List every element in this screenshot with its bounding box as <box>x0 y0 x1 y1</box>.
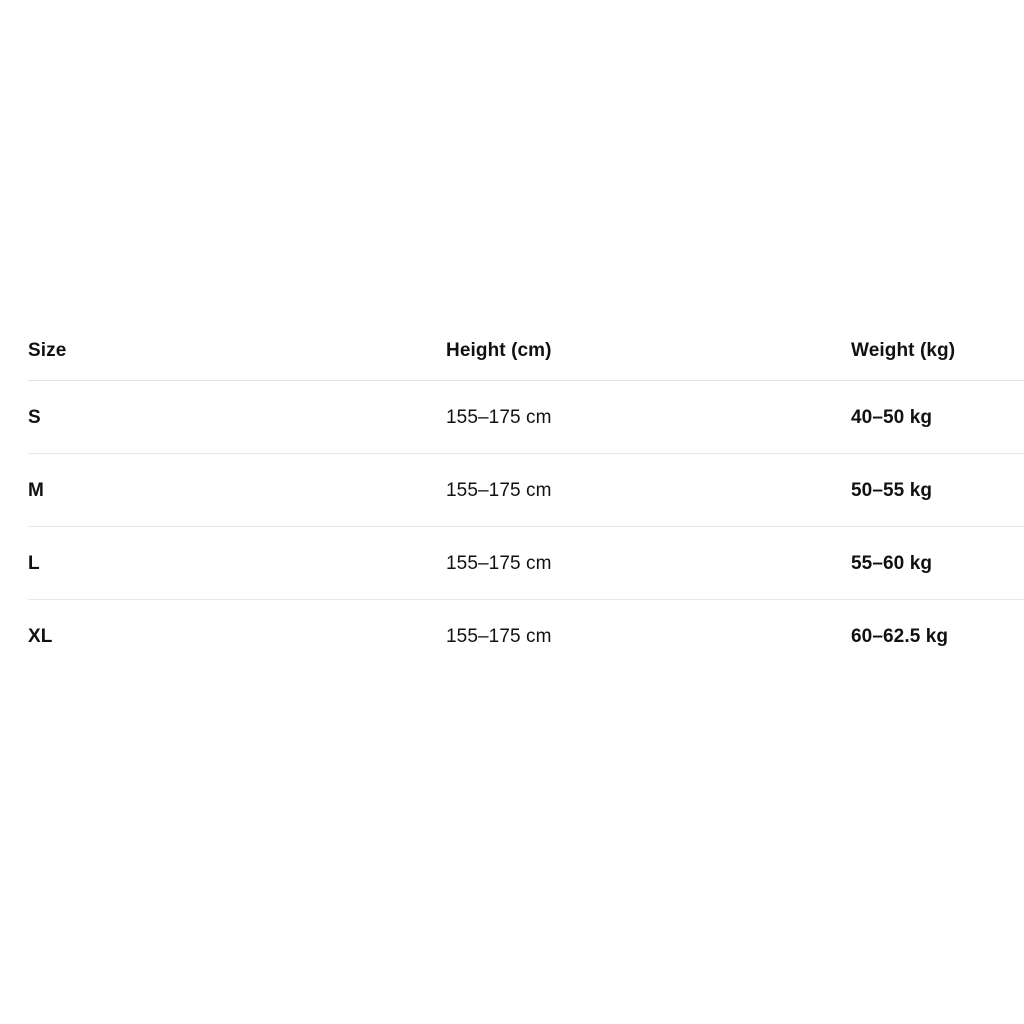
column-header-size: Size <box>28 340 446 381</box>
cell-height: 155–175 cm <box>446 527 851 600</box>
table-body <box>28 381 1024 673</box>
cell-size: M <box>28 454 446 527</box>
table-row <box>28 600 1024 673</box>
table-row <box>28 454 1024 527</box>
cell-size: XL <box>28 626 53 647</box>
cell-weight: 40–50 kg <box>851 381 1024 454</box>
size-chart-table-container <box>28 340 1024 672</box>
column-header-height: Height (cm) <box>446 340 851 381</box>
cell-height: 155–175 cm <box>446 626 552 647</box>
cell-weight: 50–55 kg <box>851 454 1024 527</box>
cell-weight: 60–62.5 kg <box>851 626 949 647</box>
column-header-weight: Weight (kg) <box>851 340 1024 381</box>
table-header-row <box>28 340 1024 381</box>
table-header <box>28 340 1024 381</box>
cell-height: 155–175 cm <box>446 454 851 527</box>
cell-weight: 55–60 kg <box>851 527 1024 600</box>
cell-size: L <box>28 527 446 600</box>
size-chart-table <box>28 340 1024 672</box>
cell-height: 155–175 cm <box>446 381 851 454</box>
table-row <box>28 527 1024 600</box>
cell-size: S <box>28 381 446 454</box>
table-row <box>28 381 1024 454</box>
